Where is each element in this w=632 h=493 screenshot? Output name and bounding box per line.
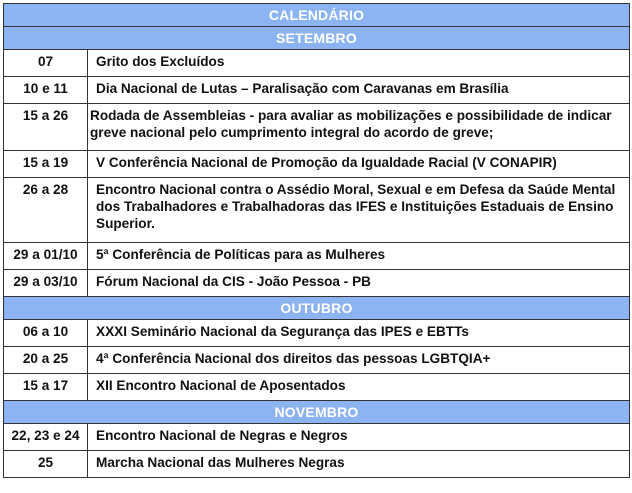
event-description: V Conferência Nacional de Promoção da Igualdade Racial (V CONAPIR) [88, 151, 630, 178]
event-row [4, 151, 630, 178]
month-header-row [4, 401, 630, 424]
calendar-table [3, 3, 630, 478]
calendar-title-row [4, 4, 630, 27]
event-date: 29 a 01/10 [4, 243, 88, 270]
event-date: 22, 23 e 24 [4, 424, 88, 451]
event-date: 15 a 17 [4, 374, 88, 401]
event-description: XXXI Seminário Nacional da Segurança das IPES e EBTTs [88, 320, 630, 347]
month-header-row [4, 297, 630, 320]
event-row [4, 77, 630, 104]
month-header: SETEMBRO [4, 27, 630, 50]
month-header: OUTUBRO [4, 297, 630, 320]
event-date: 26 a 28 [4, 178, 88, 243]
event-date: 25 [4, 451, 88, 478]
event-row [4, 104, 630, 151]
event-date: 15 a 26 [4, 104, 88, 151]
event-description: Grito dos Excluídos [88, 50, 630, 77]
event-row [4, 178, 630, 243]
event-description: Dia Nacional de Lutas – Paralisação com Caravanas em Brasília [88, 77, 630, 104]
month-header-row [4, 27, 630, 50]
event-description: XII Encontro Nacional de Aposentados [88, 374, 630, 401]
event-row [4, 320, 630, 347]
event-row [4, 374, 630, 401]
month-header: NOVEMBRO [4, 401, 630, 424]
event-description: Encontro Nacional contra o Assédio Moral, Sexual e em Defesa da Saúde Mental dos Trabalhadores e Trabalhadoras das IFES e Instituições Estaduais de Ensino Superior. [88, 178, 630, 243]
event-date: 06 a 10 [4, 320, 88, 347]
event-row [4, 270, 630, 297]
event-description: 5ª Conferência de Políticas para as Mulheres [88, 243, 630, 270]
event-row [4, 424, 630, 451]
event-row [4, 243, 630, 270]
event-date: 29 a 03/10 [4, 270, 88, 297]
event-date: 07 [4, 50, 88, 77]
event-row [4, 347, 630, 374]
event-date: 15 a 19 [4, 151, 88, 178]
calendar-title: CALENDÁRIO [4, 4, 630, 27]
event-row [4, 451, 630, 478]
event-description: 4ª Conferência Nacional dos direitos das pessoas LGBTQIA+ [88, 347, 630, 374]
event-description: Fórum Nacional da CIS - João Pessoa - PB [88, 270, 630, 297]
event-description: Encontro Nacional de Negras e Negros [88, 424, 630, 451]
event-description: Rodada de Assembleias - para avaliar as mobilizações e possibilidade de indicar greve nacional pelo cumprimento integral do acordo de greve; [88, 104, 630, 151]
event-description: Marcha Nacional das Mulheres Negras [88, 451, 630, 478]
event-date: 10 e 11 [4, 77, 88, 104]
event-date: 20 a 25 [4, 347, 88, 374]
event-row [4, 50, 630, 77]
